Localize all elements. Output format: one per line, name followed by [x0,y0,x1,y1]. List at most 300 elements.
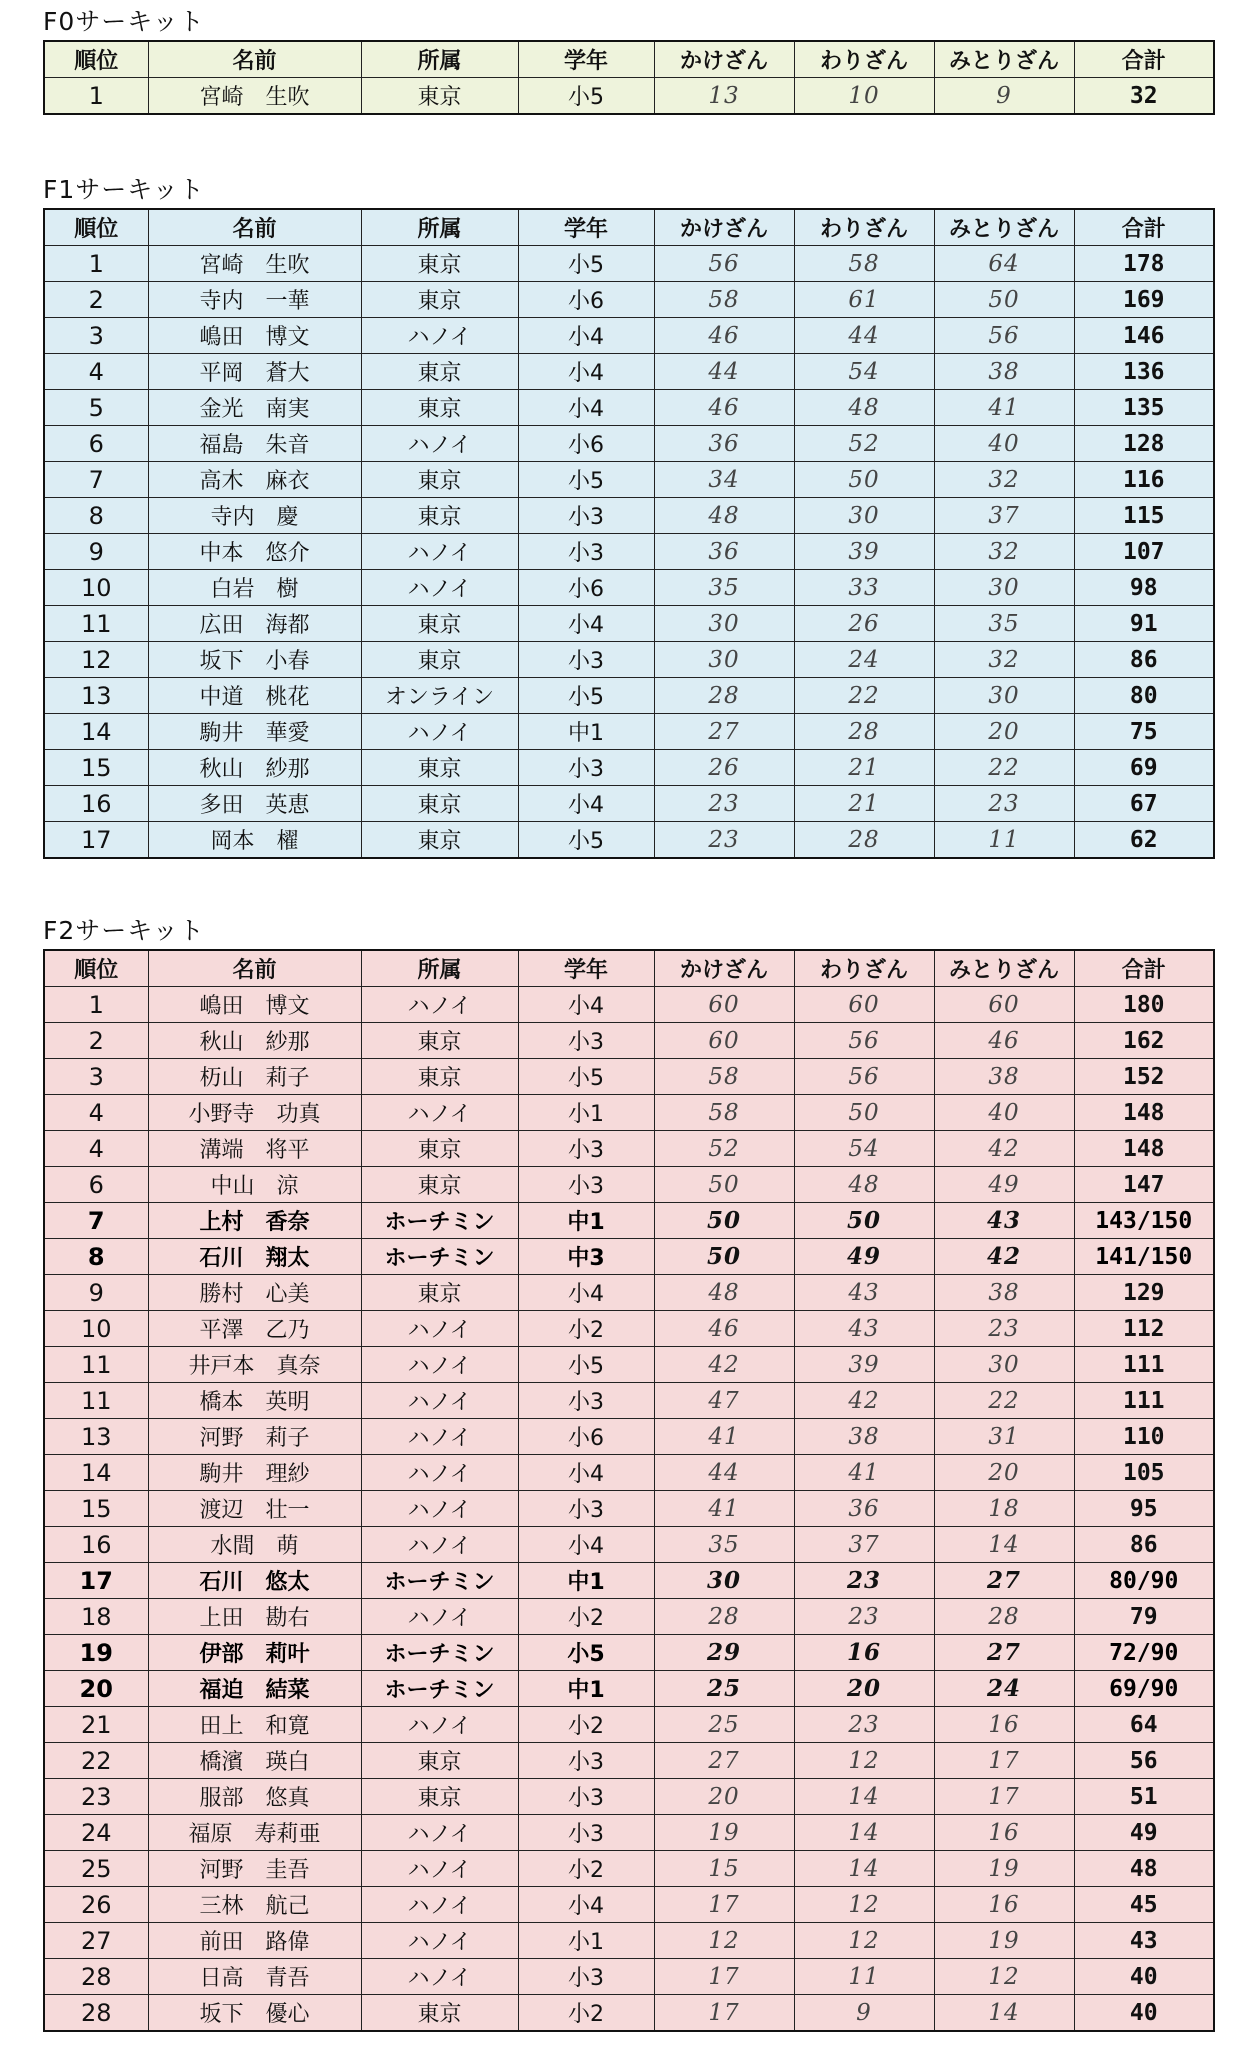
cell-mitorizan: 22 [934,750,1074,786]
cell-warizan: 23 [794,1707,934,1743]
cell-grade: 小3 [518,642,654,678]
section-title: F0サーキット [43,7,205,36]
cell-warizan: 50 [794,1095,934,1131]
cell-name: 水間 萌 [148,1527,361,1563]
cell-total: 148 [1074,1095,1214,1131]
table-row [44,1707,1214,1743]
table-row [44,678,1214,714]
cell-affiliation: ハノイ [361,534,518,570]
cell-total: 62 [1074,822,1214,859]
cell-kakezan: 56 [654,246,794,282]
cell-affiliation: ハノイ [361,1491,518,1527]
cell-grade: 小2 [518,1599,654,1635]
cell-warizan: 61 [794,282,934,318]
cell-total: 107 [1074,534,1214,570]
cell-name: 上村 香奈 [148,1203,361,1239]
table-row [44,1923,1214,1959]
cell-mitorizan: 38 [934,354,1074,390]
table-row [44,282,1214,318]
cell-mitorizan: 46 [934,1023,1074,1059]
cell-mitorizan: 11 [934,822,1074,859]
cell-total: 48 [1074,1851,1214,1887]
cell-name: 秋山 紗那 [148,750,361,786]
cell-kakezan: 58 [654,1095,794,1131]
table-row [44,390,1214,426]
header-warizan: わりざん [794,41,934,78]
cell-name: 伊部 莉叶 [148,1635,361,1671]
cell-affiliation: 東京 [361,354,518,390]
cell-grade: 小6 [518,570,654,606]
cell-warizan: 11 [794,1959,934,1995]
table-row [44,1527,1214,1563]
cell-total: 72/90 [1074,1635,1214,1671]
table-body [44,246,1214,859]
cell-warizan: 60 [794,987,934,1023]
cell-grade: 小3 [518,1959,654,1995]
cell-grade: 小5 [518,1635,654,1671]
cell-total: 43 [1074,1923,1214,1959]
table-row [44,570,1214,606]
cell-warizan: 49 [794,1239,934,1275]
table-row [44,1275,1214,1311]
cell-mitorizan: 27 [934,1563,1074,1599]
results-table [43,949,1215,2032]
cell-warizan: 39 [794,1347,934,1383]
table-row [44,606,1214,642]
table-row [44,1959,1214,1995]
cell-kakezan: 46 [654,1311,794,1347]
cell-name: 服部 悠真 [148,1779,361,1815]
cell-mitorizan: 40 [934,426,1074,462]
cell-warizan: 12 [794,1923,934,1959]
table-header-row [44,41,1214,78]
cell-name: 宮崎 生吹 [148,246,361,282]
cell-kakezan: 13 [654,78,794,115]
cell-mitorizan: 38 [934,1059,1074,1095]
cell-warizan: 37 [794,1527,934,1563]
cell-rank: 9 [44,534,148,570]
cell-kakezan: 36 [654,534,794,570]
header-mitorizan: みとりざん [934,209,1074,246]
cell-total: 32 [1074,78,1214,115]
cell-mitorizan: 32 [934,642,1074,678]
cell-rank: 14 [44,1455,148,1491]
cell-mitorizan: 42 [934,1239,1074,1275]
cell-affiliation: 東京 [361,282,518,318]
cell-mitorizan: 14 [934,1995,1074,2032]
cell-kakezan: 50 [654,1167,794,1203]
cell-grade: 中3 [518,1239,654,1275]
cell-name: 多田 英恵 [148,786,361,822]
cell-affiliation: ハノイ [361,1707,518,1743]
cell-affiliation: 東京 [361,1059,518,1095]
cell-rank: 10 [44,570,148,606]
cell-total: 115 [1074,498,1214,534]
cell-name: 杤山 莉子 [148,1059,361,1095]
cell-kakezan: 58 [654,282,794,318]
cell-mitorizan: 23 [934,1311,1074,1347]
cell-affiliation: オンライン [361,678,518,714]
cell-affiliation: 東京 [361,78,518,115]
cell-mitorizan: 35 [934,606,1074,642]
cell-total: 69/90 [1074,1671,1214,1707]
header-affiliation: 所属 [361,950,518,987]
cell-name: 溝端 将平 [148,1131,361,1167]
cell-warizan: 56 [794,1059,934,1095]
cell-affiliation: 東京 [361,1131,518,1167]
table-body [44,987,1214,2032]
cell-warizan: 33 [794,570,934,606]
cell-grade: 小3 [518,1023,654,1059]
table-row [44,714,1214,750]
table-row [44,498,1214,534]
cell-kakezan: 26 [654,750,794,786]
cell-warizan: 38 [794,1419,934,1455]
cell-kakezan: 30 [654,606,794,642]
cell-kakezan: 30 [654,1563,794,1599]
cell-name: 金光 南実 [148,390,361,426]
results-table [43,40,1215,115]
cell-kakezan: 23 [654,786,794,822]
cell-kakezan: 42 [654,1347,794,1383]
table-row [44,642,1214,678]
cell-rank: 16 [44,1527,148,1563]
cell-name: 秋山 紗那 [148,1023,361,1059]
cell-grade: 小3 [518,1779,654,1815]
cell-affiliation: ハノイ [361,1851,518,1887]
cell-rank: 17 [44,822,148,859]
cell-mitorizan: 20 [934,714,1074,750]
cell-affiliation: ハノイ [361,570,518,606]
cell-name: 高木 麻衣 [148,462,361,498]
cell-affiliation: ハノイ [361,1095,518,1131]
cell-rank: 17 [44,1563,148,1599]
cell-warizan: 50 [794,1203,934,1239]
table-row [44,318,1214,354]
header-grade: 学年 [518,950,654,987]
cell-affiliation: ホーチミン [361,1635,518,1671]
cell-name: 平澤 乙乃 [148,1311,361,1347]
cell-affiliation: ハノイ [361,1599,518,1635]
cell-kakezan: 48 [654,1275,794,1311]
cell-total: 178 [1074,246,1214,282]
table-row [44,1059,1214,1095]
cell-grade: 小4 [518,1527,654,1563]
cell-kakezan: 35 [654,570,794,606]
cell-mitorizan: 14 [934,1527,1074,1563]
cell-kakezan: 46 [654,390,794,426]
cell-rank: 2 [44,282,148,318]
cell-rank: 27 [44,1923,148,1959]
cell-rank: 11 [44,1347,148,1383]
cell-mitorizan: 24 [934,1671,1074,1707]
cell-affiliation: ハノイ [361,1887,518,1923]
cell-name: 日高 青吾 [148,1959,361,1995]
cell-affiliation: 東京 [361,390,518,426]
cell-rank: 28 [44,1995,148,2032]
cell-grade: 小4 [518,318,654,354]
cell-warizan: 48 [794,1167,934,1203]
cell-total: 128 [1074,426,1214,462]
cell-name: 広田 海都 [148,606,361,642]
cell-mitorizan: 17 [934,1779,1074,1815]
header-name: 名前 [148,41,361,78]
cell-kakezan: 12 [654,1923,794,1959]
table-header-row [44,209,1214,246]
header-total: 合計 [1074,41,1214,78]
table-row [44,1239,1214,1275]
cell-total: 110 [1074,1419,1214,1455]
cell-grade: 小2 [518,1707,654,1743]
cell-rank: 19 [44,1635,148,1671]
cell-grade: 小6 [518,426,654,462]
cell-kakezan: 48 [654,498,794,534]
cell-rank: 24 [44,1815,148,1851]
cell-rank: 13 [44,678,148,714]
table-row [44,1491,1214,1527]
cell-mitorizan: 40 [934,1095,1074,1131]
cell-name: 福原 寿莉亜 [148,1815,361,1851]
header-affiliation: 所属 [361,209,518,246]
cell-total: 136 [1074,354,1214,390]
cell-total: 98 [1074,570,1214,606]
table-row [44,426,1214,462]
section-title: F2サーキット [43,916,205,945]
cell-warizan: 23 [794,1563,934,1599]
cell-affiliation: ホーチミン [361,1671,518,1707]
cell-total: 51 [1074,1779,1214,1815]
table-row [44,1347,1214,1383]
cell-affiliation: 東京 [361,462,518,498]
table-row [44,1671,1214,1707]
table-body [44,78,1214,115]
cell-kakezan: 15 [654,1851,794,1887]
cell-total: 111 [1074,1347,1214,1383]
cell-grade: 小5 [518,1347,654,1383]
header-name: 名前 [148,209,361,246]
cell-affiliation: 東京 [361,822,518,859]
cell-rank: 4 [44,1095,148,1131]
cell-grade: 小3 [518,498,654,534]
cell-name: 中山 涼 [148,1167,361,1203]
cell-affiliation: 東京 [361,1167,518,1203]
cell-rank: 1 [44,987,148,1023]
cell-total: 80/90 [1074,1563,1214,1599]
cell-name: 前田 路偉 [148,1923,361,1959]
table-row [44,822,1214,859]
cell-mitorizan: 30 [934,1347,1074,1383]
cell-affiliation: ハノイ [361,1383,518,1419]
cell-mitorizan: 56 [934,318,1074,354]
cell-rank: 15 [44,750,148,786]
header-kakezan: かけざん [654,209,794,246]
cell-grade: 小3 [518,1815,654,1851]
cell-affiliation: ハノイ [361,714,518,750]
cell-mitorizan: 12 [934,1959,1074,1995]
f0-circuit-section [43,4,1213,115]
cell-name: 小野寺 功真 [148,1095,361,1131]
cell-rank: 12 [44,642,148,678]
header-rank: 順位 [44,209,148,246]
cell-name: 渡辺 壮一 [148,1491,361,1527]
cell-grade: 小4 [518,1455,654,1491]
table-row [44,462,1214,498]
cell-mitorizan: 19 [934,1851,1074,1887]
cell-grade: 小4 [518,1275,654,1311]
cell-total: 80 [1074,678,1214,714]
cell-total: 64 [1074,1707,1214,1743]
cell-name: 駒井 理紗 [148,1455,361,1491]
cell-kakezan: 58 [654,1059,794,1095]
cell-grade: 小5 [518,246,654,282]
cell-kakezan: 36 [654,426,794,462]
cell-grade: 小6 [518,282,654,318]
cell-grade: 小2 [518,1995,654,2032]
cell-grade: 小3 [518,534,654,570]
cell-affiliation: ハノイ [361,318,518,354]
cell-total: 135 [1074,390,1214,426]
cell-warizan: 26 [794,606,934,642]
cell-rank: 6 [44,426,148,462]
table-row [44,1383,1214,1419]
cell-name: 平岡 蒼大 [148,354,361,390]
cell-warizan: 24 [794,642,934,678]
cell-warizan: 16 [794,1635,934,1671]
cell-rank: 8 [44,498,148,534]
cell-grade: 中1 [518,1203,654,1239]
cell-grade: 小5 [518,462,654,498]
cell-name: 井戸本 真奈 [148,1347,361,1383]
table-row [44,1815,1214,1851]
cell-warizan: 36 [794,1491,934,1527]
cell-total: 143/150 [1074,1203,1214,1239]
cell-kakezan: 23 [654,822,794,859]
cell-warizan: 39 [794,534,934,570]
cell-affiliation: ハノイ [361,1923,518,1959]
cell-warizan: 14 [794,1851,934,1887]
header-warizan: わりざん [794,950,934,987]
cell-grade: 小4 [518,354,654,390]
cell-mitorizan: 17 [934,1743,1074,1779]
cell-mitorizan: 50 [934,282,1074,318]
cell-kakezan: 52 [654,1131,794,1167]
table-header-row [44,950,1214,987]
cell-total: 111 [1074,1383,1214,1419]
header-grade: 学年 [518,209,654,246]
cell-name: 河野 莉子 [148,1419,361,1455]
header-rank: 順位 [44,950,148,987]
cell-name: 河野 圭吾 [148,1851,361,1887]
cell-rank: 1 [44,78,148,115]
cell-grade: 小3 [518,1491,654,1527]
cell-name: 福島 朱音 [148,426,361,462]
cell-rank: 28 [44,1959,148,1995]
cell-warizan: 28 [794,822,934,859]
table-row [44,78,1214,115]
cell-grade: 小6 [518,1419,654,1455]
cell-grade: 小1 [518,1923,654,1959]
cell-rank: 3 [44,318,148,354]
header-total: 合計 [1074,209,1214,246]
cell-affiliation: 東京 [361,1743,518,1779]
cell-kakezan: 25 [654,1707,794,1743]
cell-total: 148 [1074,1131,1214,1167]
cell-warizan: 23 [794,1599,934,1635]
cell-name: 石川 翔太 [148,1239,361,1275]
cell-warizan: 20 [794,1671,934,1707]
cell-warizan: 14 [794,1815,934,1851]
cell-grade: 中1 [518,1671,654,1707]
cell-mitorizan: 19 [934,1923,1074,1959]
table-row [44,1563,1214,1599]
cell-total: 146 [1074,318,1214,354]
cell-grade: 小1 [518,1095,654,1131]
cell-affiliation: 東京 [361,750,518,786]
cell-affiliation: ハノイ [361,1311,518,1347]
cell-rank: 15 [44,1491,148,1527]
cell-total: 95 [1074,1491,1214,1527]
table-row [44,1203,1214,1239]
cell-warizan: 56 [794,1023,934,1059]
cell-mitorizan: 31 [934,1419,1074,1455]
cell-warizan: 28 [794,714,934,750]
cell-mitorizan: 16 [934,1815,1074,1851]
header-total: 合計 [1074,950,1214,987]
cell-kakezan: 44 [654,1455,794,1491]
cell-mitorizan: 23 [934,786,1074,822]
cell-rank: 5 [44,390,148,426]
cell-name: 嶋田 博文 [148,987,361,1023]
cell-warizan: 41 [794,1455,934,1491]
cell-name: 寺内 慶 [148,498,361,534]
cell-rank: 4 [44,1131,148,1167]
cell-rank: 22 [44,1743,148,1779]
cell-total: 91 [1074,606,1214,642]
cell-name: 坂下 優心 [148,1995,361,2032]
cell-warizan: 30 [794,498,934,534]
cell-warizan: 21 [794,786,934,822]
table-row [44,1887,1214,1923]
cell-rank: 23 [44,1779,148,1815]
cell-rank: 20 [44,1671,148,1707]
table-row [44,246,1214,282]
cell-grade: 小2 [518,1851,654,1887]
cell-rank: 11 [44,1383,148,1419]
f1-circuit-section [43,172,1213,859]
cell-total: 116 [1074,462,1214,498]
cell-rank: 7 [44,1203,148,1239]
cell-total: 56 [1074,1743,1214,1779]
cell-total: 129 [1074,1275,1214,1311]
cell-total: 105 [1074,1455,1214,1491]
cell-name: 橋本 英明 [148,1383,361,1419]
cell-rank: 25 [44,1851,148,1887]
cell-rank: 21 [44,1707,148,1743]
section-title: F1サーキット [43,175,205,204]
cell-total: 141/150 [1074,1239,1214,1275]
cell-rank: 16 [44,786,148,822]
cell-mitorizan: 16 [934,1887,1074,1923]
cell-kakezan: 28 [654,1599,794,1635]
cell-grade: 小5 [518,1059,654,1095]
cell-rank: 9 [44,1275,148,1311]
cell-kakezan: 19 [654,1815,794,1851]
cell-grade: 小3 [518,750,654,786]
cell-warizan: 22 [794,678,934,714]
cell-affiliation: 東京 [361,246,518,282]
cell-kakezan: 17 [654,1959,794,1995]
cell-rank: 4 [44,354,148,390]
